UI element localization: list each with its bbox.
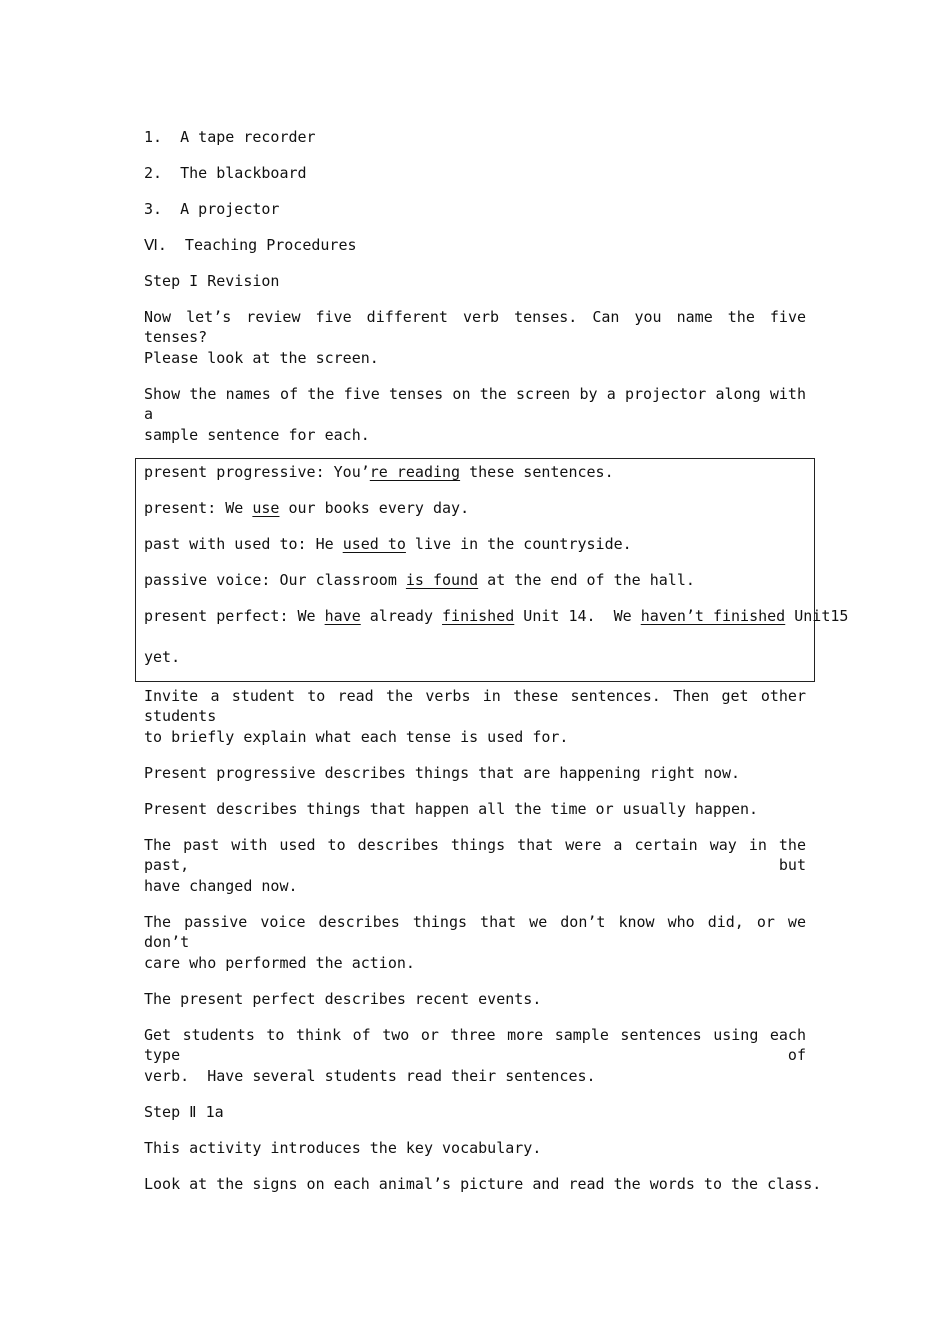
paragraph-line: verb. Have several students read their sentences.	[144, 1067, 596, 1085]
paragraph-line: Get students to think of two or three more sample sentences using each type of	[144, 1026, 806, 1064]
sample-sentence: present: We use our books every day.	[144, 499, 470, 517]
step-title: Step Ⅱ 1a	[144, 1103, 224, 1121]
paragraph-line: Present progressive describes things that are happening right now.	[144, 764, 741, 782]
sample-sentence-continued: yet.	[144, 648, 181, 666]
paragraph-line: to briefly explain what each tense is used for.	[144, 728, 569, 746]
paragraph-line: Look at the signs on each animal’s picture and read the words to the class.	[144, 1175, 822, 1193]
paragraph-line: Present describes things that happen all the time or usually happen.	[144, 800, 759, 818]
paragraph-line: The passive voice describes things that we don’t know who did, or we don’t	[144, 913, 806, 951]
paragraph-line: Invite a student to read the verbs in these sentences. Then get other students	[144, 687, 806, 725]
equipment-item: 1. A tape recorder	[144, 128, 316, 146]
paragraph-line: sample sentence for each.	[144, 426, 370, 444]
paragraph-line: The past with used to describes things that were a certain way in the past, but	[144, 836, 806, 874]
section-heading: Ⅵ. Teaching Procedures	[144, 236, 357, 254]
equipment-item: 2. The blackboard	[144, 164, 307, 182]
paragraph-line: Show the names of the five tenses on the screen by a projector along with a	[144, 385, 806, 423]
paragraph-line: Now let’s review five different verb tenses. Can you name the five tenses?	[144, 308, 806, 346]
paragraph-line: Please look at the screen.	[144, 349, 379, 367]
sample-sentence: past with used to: He used to live in the countryside.	[144, 535, 632, 553]
sample-sentence: present progressive: You’re reading these sentences.	[144, 463, 614, 481]
equipment-item: 3. A projector	[144, 200, 280, 218]
paragraph-line: The present perfect describes recent events.	[144, 990, 542, 1008]
sample-sentence: passive voice: Our classroom is found at the end of the hall.	[144, 571, 695, 589]
sample-sentence: present perfect: We have already finished Unit 14. We haven’t finished Unit15	[144, 607, 849, 625]
paragraph-line: care who performed the action.	[144, 954, 415, 972]
paragraph-line: have changed now.	[144, 877, 298, 895]
step-title: Step I Revision	[144, 272, 280, 290]
paragraph-line: This activity introduces the key vocabulary.	[144, 1139, 542, 1157]
